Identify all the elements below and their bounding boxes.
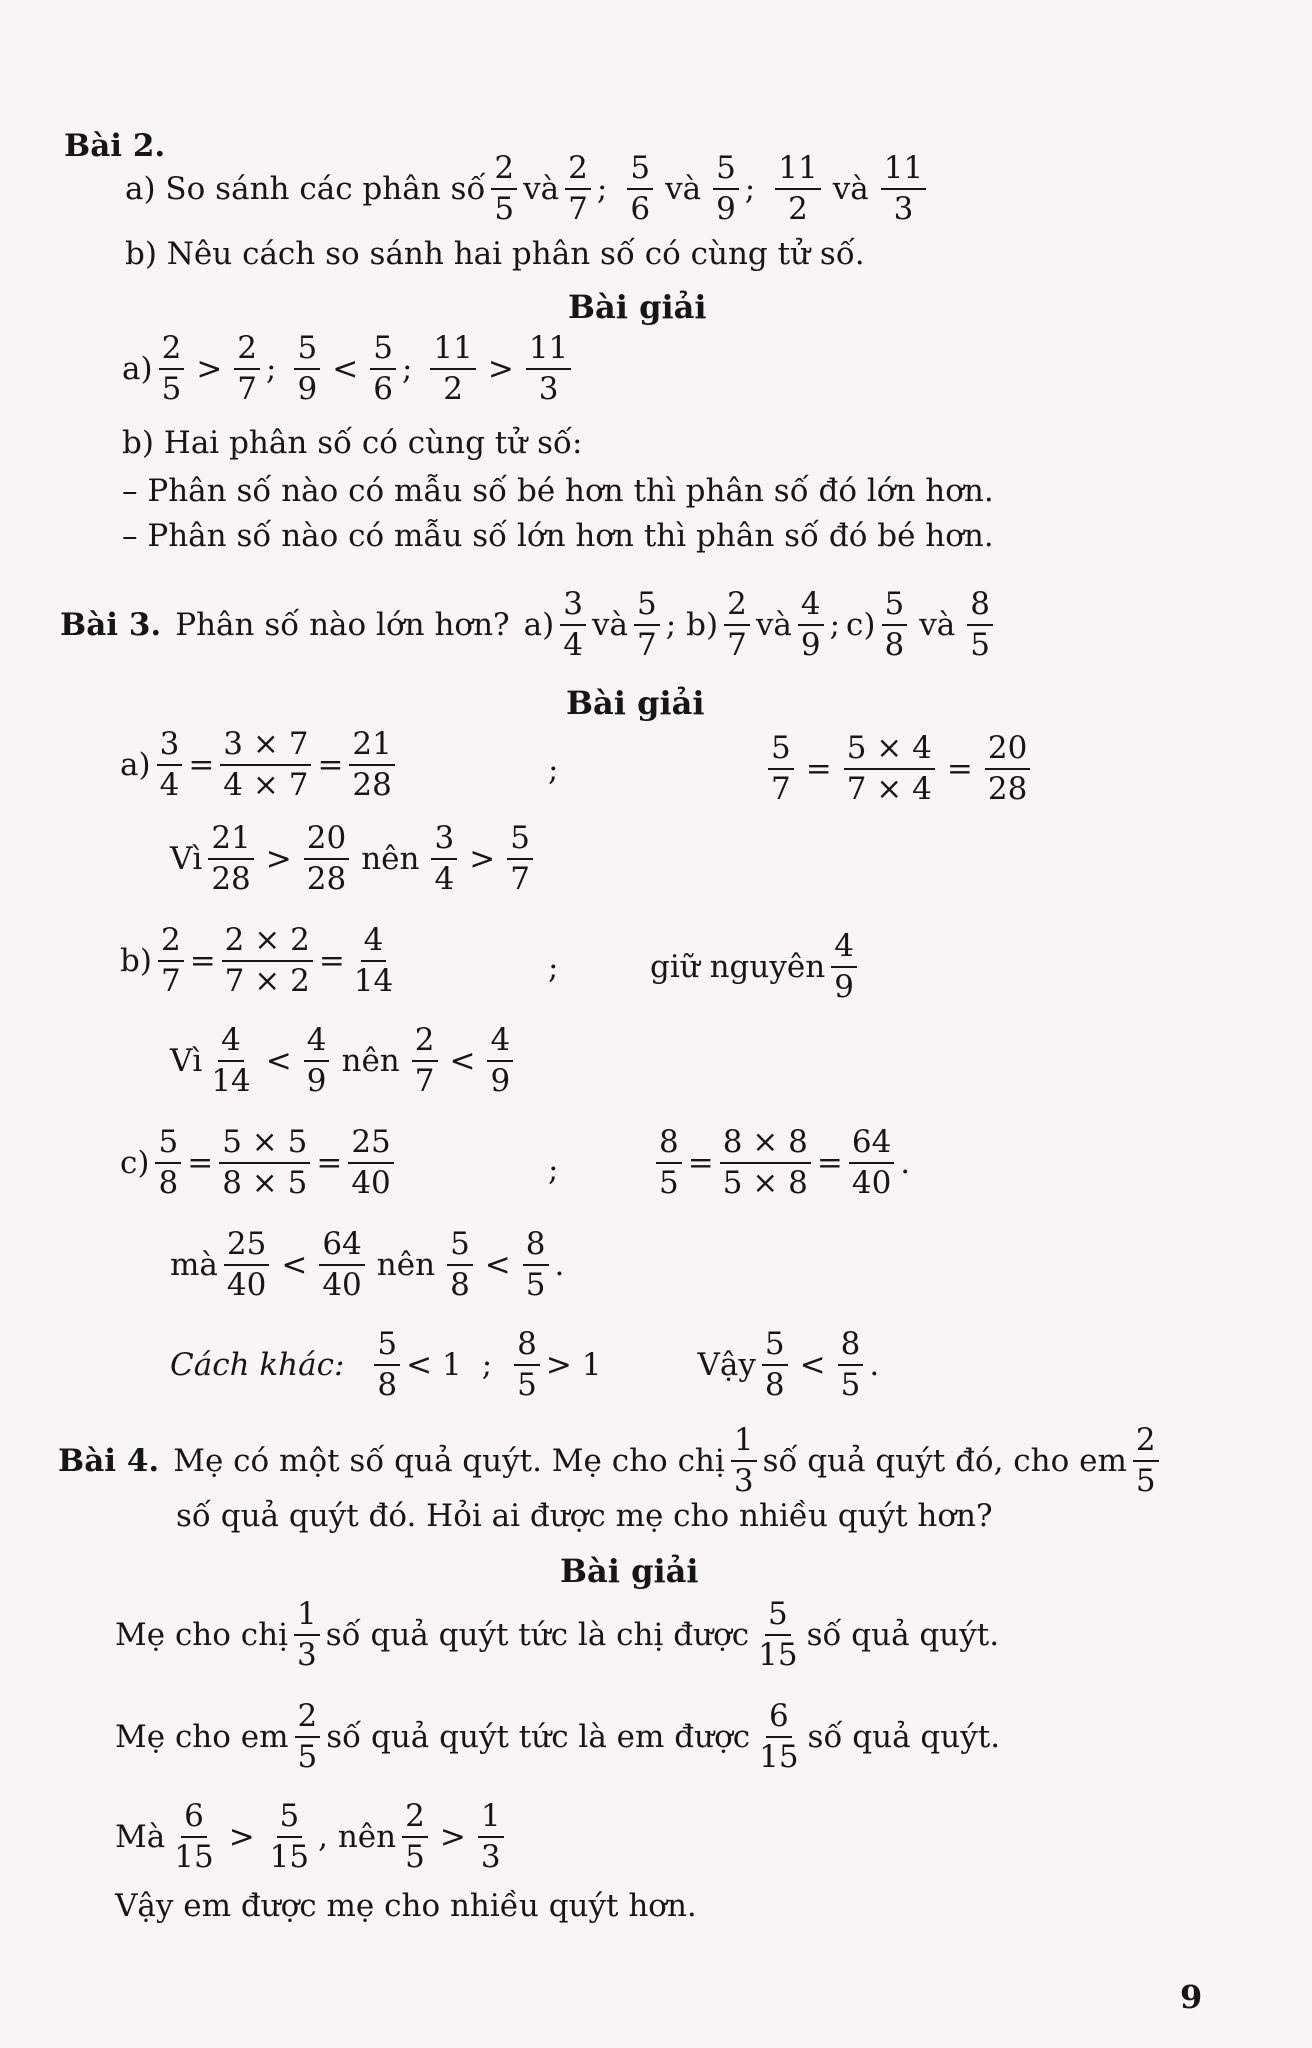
fraction: $\frac{5}{8}$ bbox=[155, 1126, 181, 1199]
bai3-question: Bài 3. Phân số nào lớn hơn? a) $\frac{3}{4}$ và $\frac{5}{7}$ ; b) $\frac{2}{7}$ và $\frac{4}{9}$ ; c) $\frac{5}{8}$ và $\frac{8}{5}$ bbox=[60, 588, 999, 661]
fraction: $\frac{5}{7}$ bbox=[768, 732, 794, 805]
fraction: $\frac{8}{5}$ bbox=[514, 1328, 540, 1401]
fraction: $\frac{11}{2}$ bbox=[775, 152, 820, 225]
bai3-a-compare: Vì $\frac{21}{28}$ > $\frac{20}{28}$ nên $\frac{3}{4}$ > $\frac{5}{7}$ bbox=[170, 822, 539, 895]
fraction: $\frac{3 \times 7}{4 \times 7}$ bbox=[220, 728, 311, 801]
bai2-solution-b-3: – Phân số nào có mẫu số lớn hơn thì phân số đó bé hơn. bbox=[122, 518, 994, 554]
fraction: $\frac{2}{5}$ bbox=[295, 1700, 321, 1773]
semicolon: ; bbox=[548, 752, 559, 788]
fraction: $\frac{6}{15}$ bbox=[174, 1798, 214, 1875]
fraction: $\frac{6}{15}$ bbox=[759, 1698, 799, 1775]
fraction: $\frac{5}{6}$ bbox=[627, 152, 653, 225]
fraction: $\frac{2}{5}$ bbox=[1133, 1424, 1159, 1497]
fraction: $\frac{8}{5}$ bbox=[523, 1228, 549, 1301]
bai4-solution-1: Mẹ cho chị $\frac{1}{3}$ số quả quýt tức là chị được $\frac{5}{15}$ số quả quýt. bbox=[115, 1596, 1000, 1673]
fraction: $\frac{2}{5}$ bbox=[159, 332, 185, 405]
bai3-a-line1-left: a) $\frac{3}{4}$ = $\frac{3 \times 7}{4 \times 7}$ = $\frac{21}{28}$ bbox=[120, 728, 401, 801]
page-number: 9 bbox=[1180, 1978, 1203, 2016]
bai3-b-compare: Vì $\frac{4}{14}$ < $\frac{4}{9}$ nên $\frac{2}{7}$ < $\frac{4}{9}$ bbox=[170, 1024, 519, 1097]
fraction: $\frac{11}{3}$ bbox=[526, 332, 571, 405]
fraction: $\frac{4}{9}$ bbox=[831, 930, 857, 1003]
bai3-c-line1-right: $\frac{8}{5}$ = $\frac{8 \times 8}{5 \times 8}$ = $\frac{64}{40}$ . bbox=[650, 1126, 910, 1199]
bai3-title: Bài 3. bbox=[60, 606, 162, 643]
bai2-solution-title: Bài giải bbox=[568, 288, 707, 326]
alt-label: Cách khác: bbox=[170, 1346, 345, 1383]
semicolon: ; bbox=[548, 1152, 559, 1188]
fraction: $\frac{5 \times 5}{8 \times 5}$ bbox=[219, 1126, 310, 1199]
fraction: $\frac{5}{15}$ bbox=[269, 1798, 310, 1875]
fraction: $\frac{1}{3}$ bbox=[294, 1598, 320, 1671]
fraction: $\frac{5}{15}$ bbox=[758, 1596, 798, 1673]
fraction: $\frac{8}{5}$ bbox=[967, 588, 993, 661]
bai4-solution-4: Vậy em được mẹ cho nhiều quýt hơn. bbox=[115, 1888, 697, 1924]
fraction: $\frac{3}{4}$ bbox=[431, 822, 457, 895]
fraction: $\frac{8}{5}$ bbox=[656, 1126, 682, 1199]
semicolon: ; bbox=[548, 950, 559, 986]
bai3-a-line1-right: $\frac{5}{7}$ = $\frac{5 \times 4}{7 \times 4}$ = $\frac{20}{28}$ bbox=[762, 732, 1036, 805]
fraction: $\frac{64}{40}$ bbox=[319, 1228, 364, 1301]
bai2-part-a: a) So sánh các phân số $\frac{2}{5}$ và $\frac{2}{7}$ ; $\frac{5}{6}$ và $\frac{5}{9}$ ; $\frac{11}{2}$ và $\frac{11}{3}$ bbox=[125, 152, 932, 225]
fraction: $\frac{2}{7}$ bbox=[234, 332, 260, 405]
fraction: $\frac{2}{5}$ bbox=[402, 1800, 428, 1873]
bai2-title-text: Bài 2. bbox=[64, 128, 166, 164]
bai3-solution-title: Bài giải bbox=[566, 684, 705, 722]
bai2-b-text: b) Nêu cách so sánh hai phân số có cùng tử số. bbox=[125, 236, 865, 272]
fraction: $\frac{4}{9}$ bbox=[304, 1024, 330, 1097]
fraction: $\frac{8 \times 8}{5 \times 8}$ bbox=[720, 1126, 811, 1199]
bai2-part-b bbox=[125, 236, 865, 272]
bai4-question-line2: số quả quýt đó. Hỏi ai được mẹ cho nhiều quýt hơn? bbox=[176, 1498, 993, 1534]
fraction: $\frac{4}{9}$ bbox=[487, 1024, 513, 1097]
fraction: $\frac{5}{7}$ bbox=[634, 588, 660, 661]
bai2-solution-a: a) $\frac{2}{5}$ > $\frac{2}{7}$ ; $\frac{5}{9}$ < $\frac{5}{6}$ ; $\frac{11}{2}$ > $\frac{11}{3}$ bbox=[122, 332, 577, 405]
fraction: $\frac{64}{40}$ bbox=[849, 1126, 894, 1199]
bai2-a-text: a) So sánh các phân số bbox=[125, 170, 486, 207]
fraction: $\frac{5}{8}$ bbox=[447, 1228, 473, 1301]
fraction: $\frac{5}{8}$ bbox=[374, 1328, 400, 1401]
fraction: $\frac{25}{40}$ bbox=[224, 1228, 269, 1301]
fraction: $\frac{2}{7}$ bbox=[565, 152, 591, 225]
bai3-b-keep: giữ nguyên $\frac{4}{9}$ bbox=[650, 930, 863, 1003]
fraction: $\frac{5}{8}$ bbox=[762, 1328, 788, 1401]
fraction: $\frac{1}{3}$ bbox=[731, 1424, 757, 1497]
bai3-c-compare: mà $\frac{25}{40}$ < $\frac{64}{40}$ nên $\frac{5}{8}$ < $\frac{8}{5}$ . bbox=[170, 1226, 565, 1303]
fraction: $\frac{11}{2}$ bbox=[430, 332, 475, 405]
fraction: $\frac{8}{5}$ bbox=[838, 1328, 864, 1401]
fraction: $\frac{21}{28}$ bbox=[349, 728, 394, 801]
bai4-solution-3: Mà $\frac{6}{15}$ > $\frac{5}{15}$ , nên $\frac{2}{5}$ > $\frac{1}{3}$ bbox=[115, 1800, 510, 1873]
fraction: $\frac{5}{9}$ bbox=[294, 332, 320, 405]
fraction: $\frac{5}{6}$ bbox=[370, 332, 396, 405]
fraction: $\frac{21}{28}$ bbox=[208, 822, 253, 895]
fraction: $\frac{5}{7}$ bbox=[507, 822, 533, 895]
bai2-solution-b-2: – Phân số nào có mẫu số bé hơn thì phân số đó lớn hơn. bbox=[122, 473, 994, 509]
fraction: $\frac{4}{9}$ bbox=[798, 588, 824, 661]
fraction: $\frac{5}{8}$ bbox=[882, 588, 908, 661]
fraction: $\frac{4}{14}$ bbox=[211, 1022, 251, 1099]
fraction: $\frac{20}{28}$ bbox=[985, 732, 1030, 805]
bai4-title: Bài 4. bbox=[58, 1442, 160, 1479]
fraction: $\frac{5 \times 4}{7 \times 4}$ bbox=[844, 732, 935, 805]
bai2-solution-b-1: b) Hai phân số có cùng tử số: bbox=[122, 425, 583, 461]
bai4-solution-title: Bài giải bbox=[560, 1552, 699, 1590]
fraction: $\frac{2 \times 2}{7 \times 2}$ bbox=[222, 924, 313, 997]
fraction: $\frac{4}{14}$ bbox=[353, 922, 394, 999]
bai4-solution-2: Mẹ cho em $\frac{2}{5}$ số quả quýt tức là em được $\frac{6}{15}$ số quả quýt. bbox=[115, 1698, 1001, 1775]
bai4-question-line1: Bài 4. Mẹ có một số quả quýt. Mẹ cho chị $\frac{1}{3}$ số quả quýt đó, cho em $\frac{2}{5}$ bbox=[58, 1424, 1165, 1497]
fraction: $\frac{2}{5}$ bbox=[491, 152, 517, 225]
fraction: $\frac{2}{7}$ bbox=[158, 924, 184, 997]
fraction: $\frac{20}{28}$ bbox=[304, 822, 349, 895]
fraction: $\frac{25}{40}$ bbox=[348, 1126, 393, 1199]
fraction: $\frac{3}{4}$ bbox=[157, 728, 183, 801]
fraction: $\frac{3}{4}$ bbox=[560, 588, 586, 661]
fraction: $\frac{11}{3}$ bbox=[881, 152, 926, 225]
fraction: $\frac{2}{7}$ bbox=[412, 1024, 438, 1097]
fraction: $\frac{2}{7}$ bbox=[724, 588, 750, 661]
fraction: $\frac{5}{9}$ bbox=[713, 152, 739, 225]
fraction: $\frac{1}{3}$ bbox=[478, 1800, 504, 1873]
bai3-b-line1-left: b) $\frac{2}{7}$ = $\frac{2 \times 2}{7 \times 2}$ = $\frac{4}{14}$ bbox=[120, 924, 402, 997]
bai3-c-alternative: Cách khác: $\frac{5}{8}$ < 1 ; $\frac{8}{5}$ > 1 Vậy $\frac{5}{8}$ < $\frac{8}{5}$ . bbox=[170, 1326, 880, 1403]
bai3-c-line1-left: c) $\frac{5}{8}$ = $\frac{5 \times 5}{8 \times 5}$ = $\frac{25}{40}$ bbox=[120, 1126, 400, 1199]
